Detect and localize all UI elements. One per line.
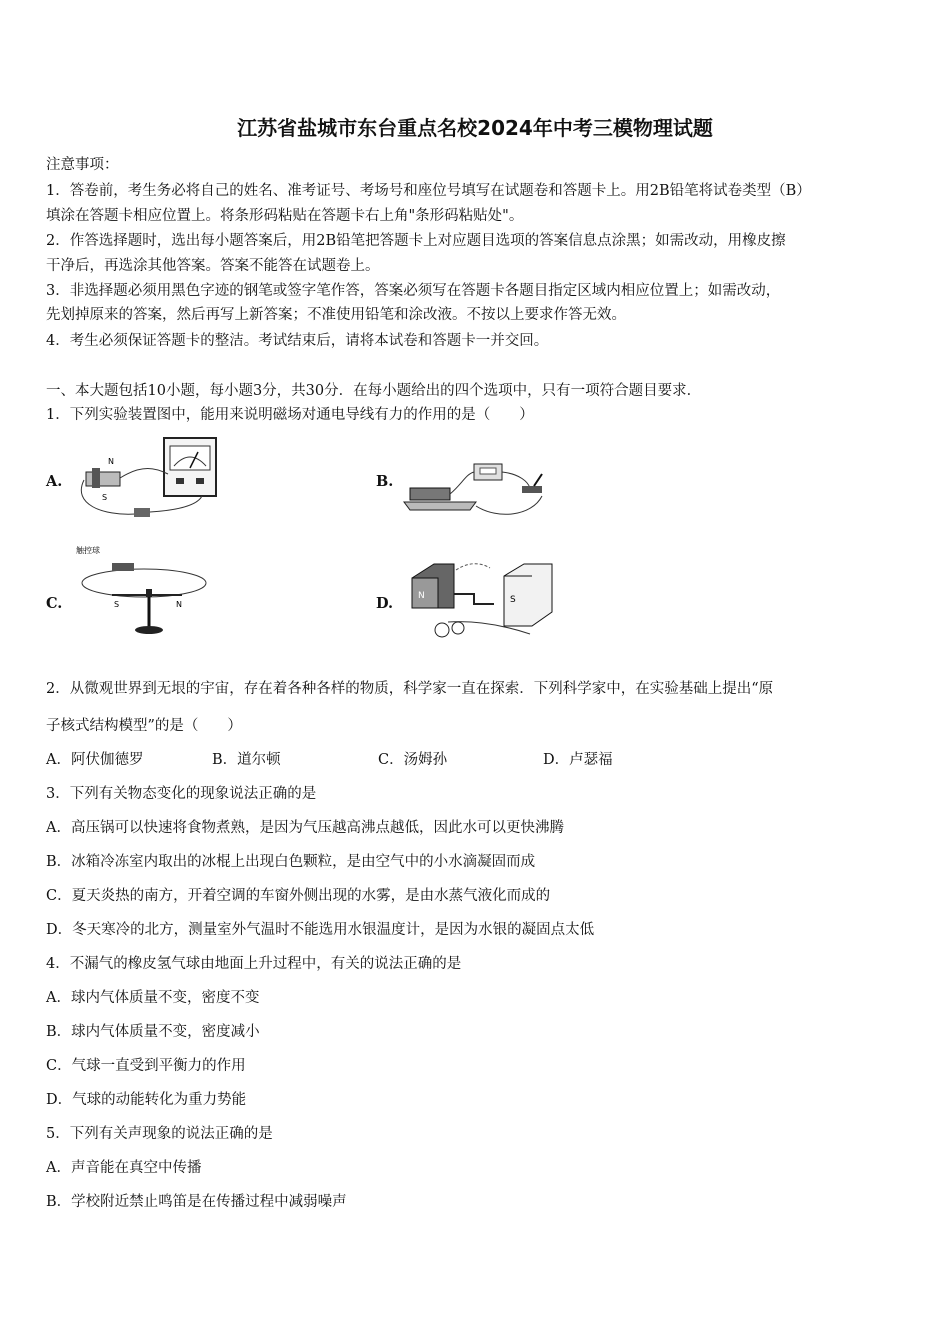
q2-choice-letter: B． (212, 752, 238, 768)
notice-line: 4．考生必须保证答题卡的整洁。考试结束后，请将本试卷和答题卡一并交回。 (46, 333, 549, 349)
question-4-stem: 4．不漏气的橡皮氢气球由地面上升过程中，有关的说法正确的是 (46, 956, 462, 972)
q1d-s-label: S (510, 595, 516, 605)
section-heading: 一、本大题包括10小题，每小题3分，共30分．在每小题给出的四个选项中，只有一项符合题目要求． (46, 383, 702, 399)
q4-option: D．气球的动能转化为重力势能 (46, 1092, 247, 1108)
q2-choice-d (543, 748, 613, 769)
question-5-stem: 5．下列有关声现象的说法正确的是 (46, 1126, 273, 1142)
notice-line: 1．答卷前，考生务必将自己的姓名、准考证号、考场号和座位号填写在试题卷和答题卡上。用2B铅笔将试卷类型（B） (46, 183, 811, 199)
q3-option: A．高压锅可以快速将食物煮熟，是因为气压越高沸点越低，因此水可以更快沸腾 (46, 820, 564, 836)
q1-option-c-label: C. (46, 595, 63, 612)
q2-choice-c (378, 748, 447, 769)
question-3-stem: 3．下列有关物态变化的现象说法正确的是 (46, 786, 317, 802)
q1-figure-b (402, 458, 558, 520)
q1c-n-label: N (176, 600, 182, 609)
notice-heading: 注意事项： (46, 157, 119, 173)
notice-line: 3．非选择题必须用黑色字迹的钢笔或签字笔作答，答案必须写在答题卡各题目指定区域内相应位置上；如需改动， (46, 283, 781, 299)
q2-choice-b (212, 748, 281, 769)
q5-option: A．声音能在真空中传播 (46, 1160, 202, 1176)
q2-choice-letter: A． (46, 752, 71, 768)
q2-choice-text: 道尔顿 (237, 752, 281, 768)
question-1-stem: 1．下列实验装置图中，能用来说明磁场对通电导线有力的作用的是（ ） (46, 407, 534, 423)
q2-choice-letter: C． (378, 752, 404, 768)
q3-option: C．夏天炎热的南方，开着空调的车窗外侧出现的水雾，是由水蒸气液化而成的 (46, 888, 551, 904)
question-2-stem: 子核式结构模型”的是（ ） (46, 718, 242, 734)
q4-option: C．气球一直受到平衡力的作用 (46, 1058, 246, 1074)
notice-line: 干净后，再选涂其他答案。答案不能答在试题卷上。 (46, 258, 380, 274)
q1-figure-c (72, 543, 212, 639)
q2-choice-text: 汤姆孙 (403, 752, 448, 768)
q1c-s-label: S (114, 600, 120, 609)
q2-choice-text: 卢瑟福 (569, 752, 613, 768)
q1-option-d-label: D. (376, 595, 394, 612)
q1-option-a-label: A. (46, 473, 63, 490)
q4-option: B．球内气体质量不变，密度减小 (46, 1024, 260, 1040)
q4-option: A．球内气体质量不变，密度不变 (46, 990, 260, 1006)
notice-line: 先划掉原来的答案，然后再写上新答案；不准使用铅笔和涂改液。不按以上要求作答无效。 (46, 307, 626, 323)
q5-option: B．学校附近禁止鸣笛是在传播过程中减弱噪声 (46, 1194, 347, 1210)
q1-option-b-label: B. (376, 473, 394, 490)
q3-option: D．冬天寒冷的北方，测量室外气温时不能选用水银温度计，是因为水银的凝固点太低 (46, 922, 595, 938)
q2-choice-letter: D． (543, 752, 570, 768)
notice-line: 填涂在答题卡相应位置上。将条形码粘贴在答题卡右上角"条形码粘贴处"。 (46, 208, 524, 224)
q1-figure-d (402, 556, 558, 642)
q1-figure-a (72, 434, 228, 522)
question-2-stem: 2．从微观世界到无垠的宇宙，存在着各种各样的物质，科学家一直在探索．下列科学家中，在实验基础上提出“原 (46, 681, 774, 697)
q1a-n-label: N (108, 457, 114, 466)
q1c-caption: 触控球 (76, 546, 100, 555)
q2-choice-text: 阿伏伽德罗 (70, 752, 144, 768)
notice-line: 2．作答选择题时，选出每小题答案后，用2B铅笔把答题卡上对应题目选项的答案信息点涂黑；如需改动，用橡皮擦 (46, 233, 786, 249)
q1d-n-label: N (418, 591, 425, 601)
page-title: 江苏省盐城市东台重点名校2024年中考三模物理试题 (237, 116, 713, 140)
q1a-s-label: S (102, 493, 108, 502)
q2-choice-a (46, 748, 143, 769)
q3-option: B．冰箱冷冻室内取出的冰棍上出现白色颗粒，是由空气中的小水滴凝固而成 (46, 854, 536, 870)
